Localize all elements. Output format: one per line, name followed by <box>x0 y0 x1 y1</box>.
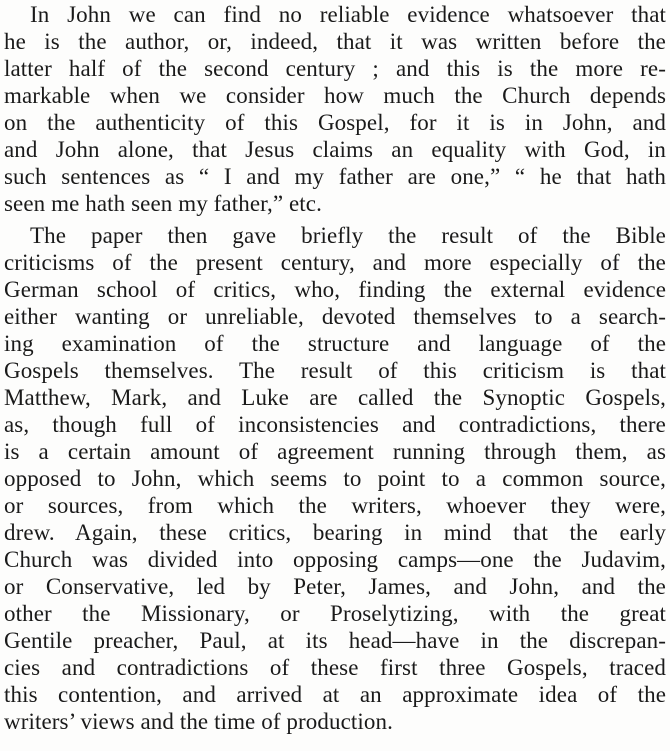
text-line: drew. Again, these critics, bearing in mind that the early <box>4 520 666 545</box>
text-line: cies and contradictions of these first three Gospels, traced <box>4 655 666 680</box>
text-line: seen me hath seen my father,” etc. <box>4 191 322 216</box>
text-line: or sources, from which the writers, whoever they were, <box>4 493 666 518</box>
text-line: markable when we consider how much the Church depends <box>4 83 666 108</box>
text-line: this contention, and arrived at an approximate idea of the <box>4 682 666 707</box>
text-line: such sentences as “ I and my father are one,” “ he that hath <box>4 164 666 189</box>
text-line: is a certain amount of agreement running through them, as <box>4 439 666 464</box>
text-line: opposed to John, which seems to point to a common source, <box>4 466 666 491</box>
text-line: or Conservative, led by Peter, James, and John, and the <box>4 574 666 599</box>
text-line: In John we can find no reliable evidence whatsoever that <box>30 2 666 27</box>
text-line: other the Missionary, or Proselytizing, with the great <box>4 601 666 626</box>
text-line: criticisms of the present century, and more especially of the <box>4 250 666 275</box>
text-line: as, though full of inconsistencies and contradictions, there <box>4 412 666 437</box>
text-line: Matthew, Mark, and Luke are called the Synoptic Gospels, <box>4 385 666 410</box>
text-line: either wanting or unreliable, devoted themselves to a search- <box>4 304 666 329</box>
text-line: on the authenticity of this Gospel, for it is in John, and <box>4 110 666 135</box>
text-line: Church was divided into opposing camps—one the Judavim, <box>4 547 666 572</box>
text-line: German school of critics, who, finding the external evidence <box>4 277 666 302</box>
text-line: writers’ views and the time of production. <box>4 709 393 734</box>
text-line: The paper then gave briefly the result of the Bible <box>30 223 666 248</box>
text-line: Gentile preacher, Paul, at its head—have in the discrepan- <box>4 628 666 653</box>
text-line: he is the author, or, indeed, that it was written before the <box>4 29 666 54</box>
text-line: latter half of the second century ; and this is the more re- <box>4 56 666 81</box>
text-line: Gospels themselves. The result of this criticism is that <box>4 358 666 383</box>
text-line: and John alone, that Jesus claims an equality with God, in <box>4 137 666 162</box>
text-line: ing examination of the structure and language of the <box>4 331 666 356</box>
